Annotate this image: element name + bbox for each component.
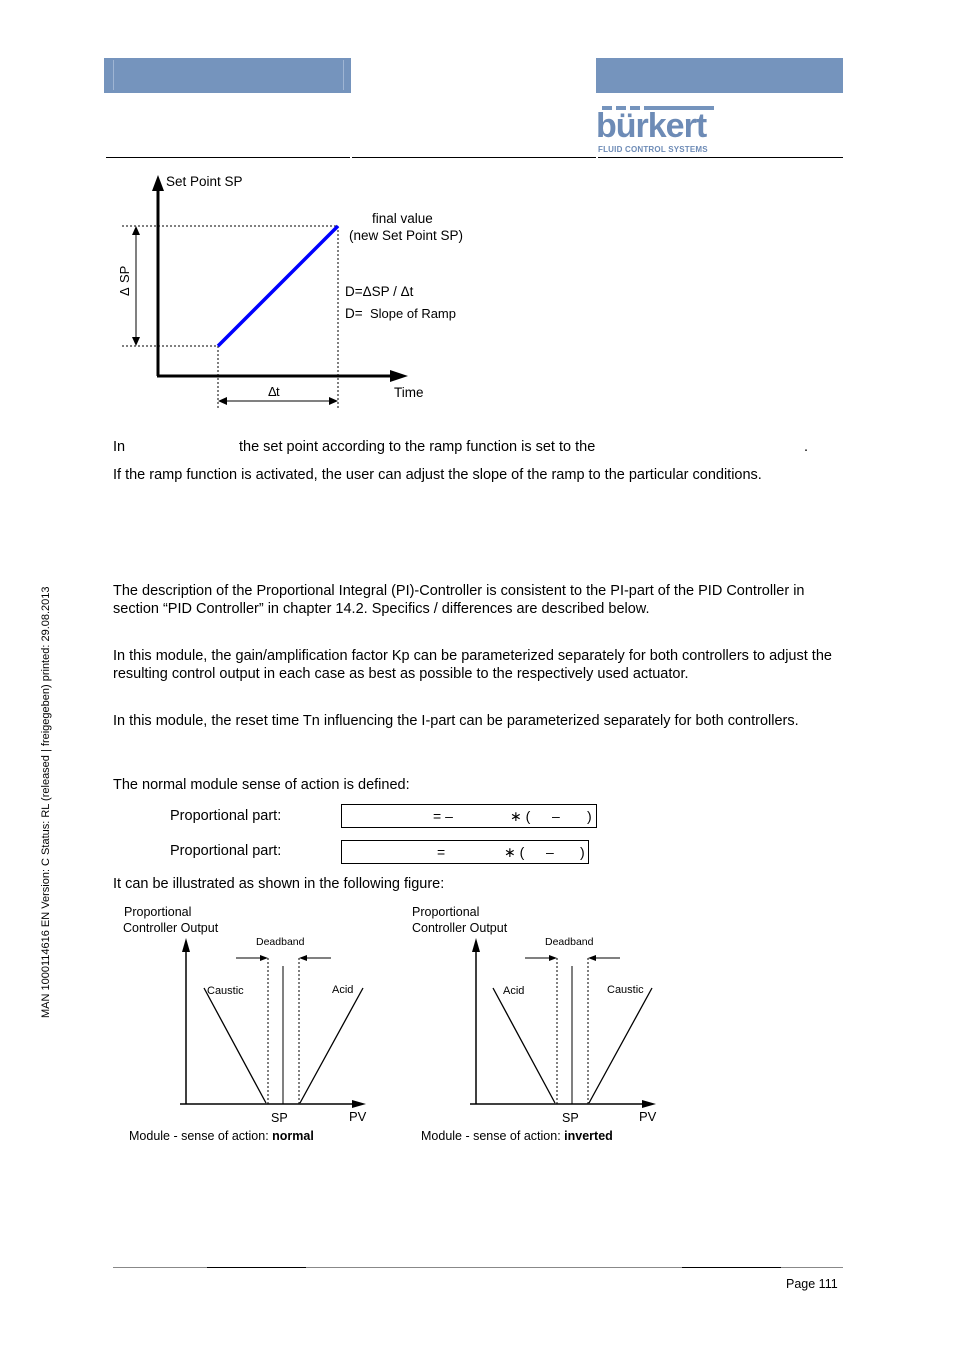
fig-normal-y-label-1: Proportional	[124, 905, 192, 919]
footer-rule-accent-1	[207, 1267, 306, 1268]
ramp-y-label: Set Point SP	[166, 174, 243, 189]
formula-2-star: ∗ (	[504, 844, 525, 860]
ramp-y-axis-arrow	[152, 175, 164, 191]
paragraph-ramp-activated: If the ramp function is activated, the user can adjust the slope of the ramp to the particular conditions.	[113, 467, 762, 483]
fig-normal-x-arrow	[352, 1100, 366, 1108]
ramp-chart	[100, 165, 500, 415]
ramp-x-axis-arrow	[390, 370, 408, 382]
fig-normal-acid-line	[300, 988, 363, 1103]
header-bar-left-inner-line-2	[343, 60, 344, 90]
final-value-label-2: (new Set Point SP)	[349, 228, 464, 243]
page-number: Page 111	[786, 1277, 838, 1291]
ramp-x-label: Time	[394, 385, 424, 400]
formula-box-1	[341, 804, 597, 828]
p1-end: .	[804, 439, 809, 455]
paragraph-gain: In this module, the gain/amplification factor Kp can be parameterized separately for both controllers to adjust the resulting control output in each case as best as possible to the respectively used actuator.	[113, 648, 832, 682]
prop-part-label-1: Proportional part:	[170, 808, 282, 824]
formula-2-eq: =	[437, 844, 446, 860]
fig-normal-y-arrow	[182, 938, 190, 952]
fig-inverted-caustic: Caustic	[607, 984, 644, 996]
fig-normal-sp: SP	[271, 1111, 288, 1125]
header-bar-left-inner-line	[113, 60, 114, 90]
formula-box-2	[341, 840, 589, 864]
document-sidebar-info: MAN 1000114616 EN Version: C Status: RL (released | freigegeben) printed: 29.08.2013	[40, 586, 52, 1018]
formula-1-minus: –	[552, 808, 560, 824]
header-rule-3	[598, 157, 843, 158]
footer-rule-accent-2	[682, 1267, 781, 1268]
paragraph-sense-of-action: The normal module sense of action is defined:	[113, 777, 410, 793]
p1-start: In	[113, 439, 126, 455]
figure-inverted	[400, 900, 680, 1150]
fig-inverted-y-label-1: Proportional	[412, 905, 480, 919]
logo-subtitle: FLUID CONTROL SYSTEMS	[598, 145, 708, 154]
prop-part-label-2: Proportional part:	[170, 843, 282, 859]
fig-inverted-y-arrow	[472, 938, 480, 952]
paragraph-pi-description: The description of the Proportional Integral (PI)-Controller is consistent to the PI-part of the PID Controller in section “PID Controller” in chapter 14.2. Specifics / differences are described below.	[113, 583, 805, 617]
formula-1-eq: = –	[433, 808, 453, 824]
ramp-line	[218, 226, 338, 346]
fig-normal-caustic: Caustic	[207, 985, 244, 997]
company-logo	[596, 104, 721, 156]
fig-normal-caustic-line	[204, 988, 266, 1103]
delta-sp-symbol: Δ	[117, 287, 132, 296]
slope-definition: Slope of Ramp	[370, 306, 456, 321]
fig-normal-y-label-2: Controller Output	[123, 921, 219, 935]
header-bar-right	[596, 58, 843, 93]
slope-definition-prefix: D=	[345, 306, 363, 321]
formula-2-minus: –	[546, 844, 554, 860]
header-rule-1	[106, 157, 350, 158]
header-rule-2	[352, 157, 596, 158]
fig-inverted-caption: Module - sense of action: inverted	[421, 1129, 613, 1143]
p1-middle: the set point according to the ramp function is set to the	[239, 439, 596, 455]
logo-text: bürkert	[596, 107, 707, 145]
fig-inverted-deadband: Deadband	[545, 936, 594, 948]
fig-inverted-sp: SP	[562, 1111, 579, 1125]
fig-inverted-y-label-2: Controller Output	[412, 921, 508, 935]
fig-normal-acid: Acid	[332, 984, 354, 996]
slope-formula: D=ΔSP / Δt	[345, 284, 414, 299]
fig-normal-caption: Module - sense of action: normal	[129, 1129, 314, 1143]
fig-normal-deadband: Deadband	[256, 936, 305, 948]
paragraph-reset-time: In this module, the reset time Tn influencing the I-part can be parameterized separately for both controllers.	[113, 713, 799, 729]
fig-inverted-caustic-line	[589, 988, 652, 1103]
fig-normal-pv: PV	[349, 1109, 367, 1124]
delta-t-label: t	[276, 384, 280, 399]
delta-t-symbol: Δ	[268, 384, 277, 399]
formula-2-close: )	[580, 844, 585, 860]
figure-normal	[110, 900, 390, 1150]
paragraph-illustration: It can be illustrated as shown in the following figure:	[113, 876, 445, 892]
final-value-label: final value	[372, 211, 433, 226]
fig-inverted-pv: PV	[639, 1109, 657, 1124]
fig-inverted-acid: Acid	[503, 985, 525, 997]
fig-inverted-x-arrow	[642, 1100, 656, 1108]
formula-1-close: )	[587, 808, 592, 824]
fig-inverted-acid-line	[493, 988, 555, 1103]
formula-1-star: ∗ (	[510, 808, 531, 824]
delta-sp-label: SP	[117, 265, 132, 283]
header-bar-left	[104, 58, 351, 93]
